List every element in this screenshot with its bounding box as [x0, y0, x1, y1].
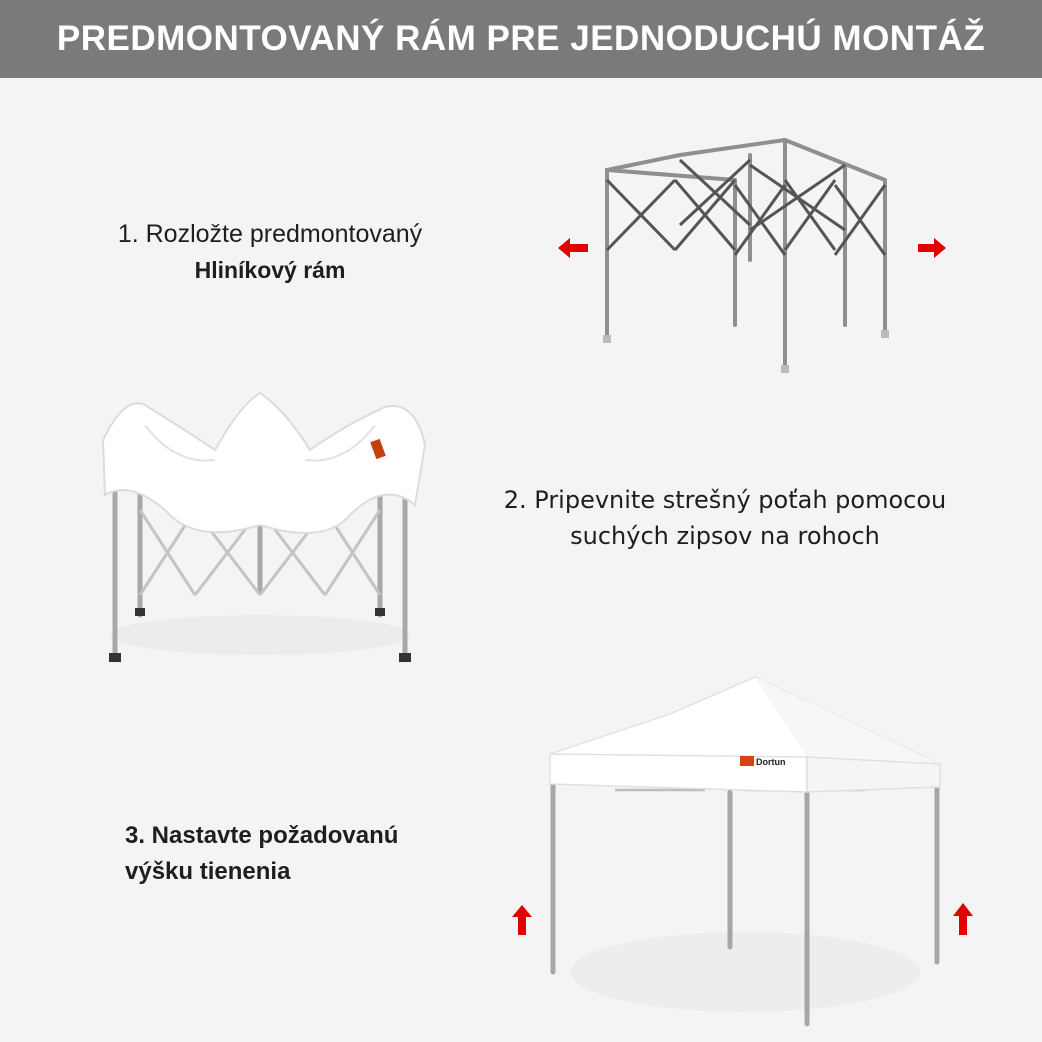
- arrow-up-icon: [953, 903, 973, 935]
- arrow-right-icon: [918, 238, 946, 258]
- arrow-up-icon: [512, 905, 532, 935]
- step-3-text: [125, 818, 485, 890]
- step-1-text: [60, 216, 480, 288]
- finished-tent-illustration: [545, 672, 945, 1032]
- step-3-line-1: 3. Nastavte požadovanú: [125, 822, 399, 849]
- step-2-line-1: 2. Pripevnite strešný poťah pomocou: [503, 486, 947, 514]
- brand-logo: [740, 756, 786, 767]
- step-3-line-2: výšku tienenia: [125, 858, 291, 885]
- step-2-line-2: suchých zipsov na rohoch: [570, 522, 880, 550]
- svg-text:Dortun: Dortun: [756, 757, 786, 767]
- draped-canopy-illustration: [85, 385, 435, 670]
- step-1-line-2: Hliníkový rám: [194, 257, 346, 283]
- header-banner: [0, 0, 1042, 78]
- expanding-frame-illustration: [555, 135, 955, 380]
- page-title: PREDMONTOVANÝ RÁM PRE JEDNODUCHÚ MONTÁŽ: [56, 19, 986, 58]
- step-1-line-1: 1. Rozložte predmontovaný: [117, 220, 423, 248]
- step-2-text: [470, 482, 980, 554]
- arrow-left-icon: [558, 238, 588, 258]
